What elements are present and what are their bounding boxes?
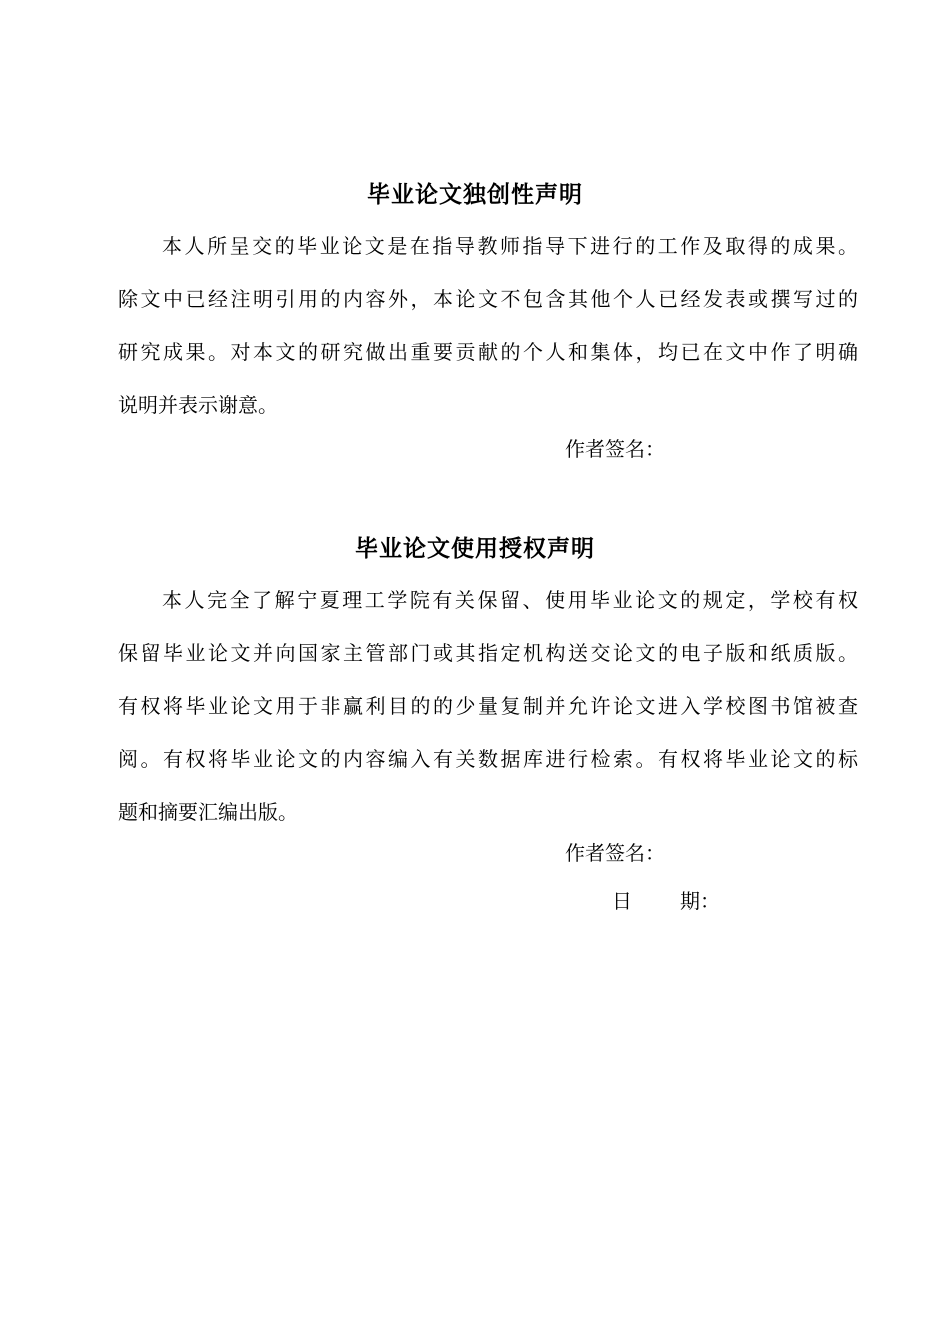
authorization-paragraph	[118, 574, 858, 839]
originality-line: 说明并表示谢意。	[118, 393, 278, 417]
originality-line: 本人所呈交的毕业论文是在指导教师指导下进行的工作及取得的成果。	[162, 234, 858, 258]
authorization-line: 本人完全了解宁夏理工学院有关保留、使用毕业论文的规定，学校有权	[162, 588, 858, 612]
originality-title: 毕业论文独创性声明	[367, 181, 583, 208]
date-label-period: 期：	[680, 889, 720, 913]
authorization-line: 保留毕业论文并向国家主管部门或其指定机构送交论文的电子版和纸质版。	[118, 641, 858, 665]
originality-line: 研究成果。对本文的研究做出重要贡献的个人和集体，均已在文中作了明确	[118, 340, 858, 364]
authorization-signature-label: 作者签名：	[565, 841, 665, 865]
originality-signature-label: 作者签名：	[565, 437, 665, 461]
date-label	[612, 888, 720, 914]
date-label-day: 日	[612, 889, 632, 913]
authorization-line: 题和摘要汇编出版。	[118, 800, 298, 824]
originality-line: 除文中已经注明引用的内容外，本论文不包含其他个人已经发表或撰写过的	[118, 287, 858, 311]
authorization-line: 有权将毕业论文用于非赢利目的的少量复制并允许论文进入学校图书馆被查	[118, 694, 858, 718]
originality-paragraph	[118, 220, 858, 432]
authorization-line: 阅。有权将毕业论文的内容编入有关数据库进行检索。有权将毕业论文的标	[118, 747, 858, 771]
authorization-title: 毕业论文使用授权声明	[355, 535, 595, 562]
